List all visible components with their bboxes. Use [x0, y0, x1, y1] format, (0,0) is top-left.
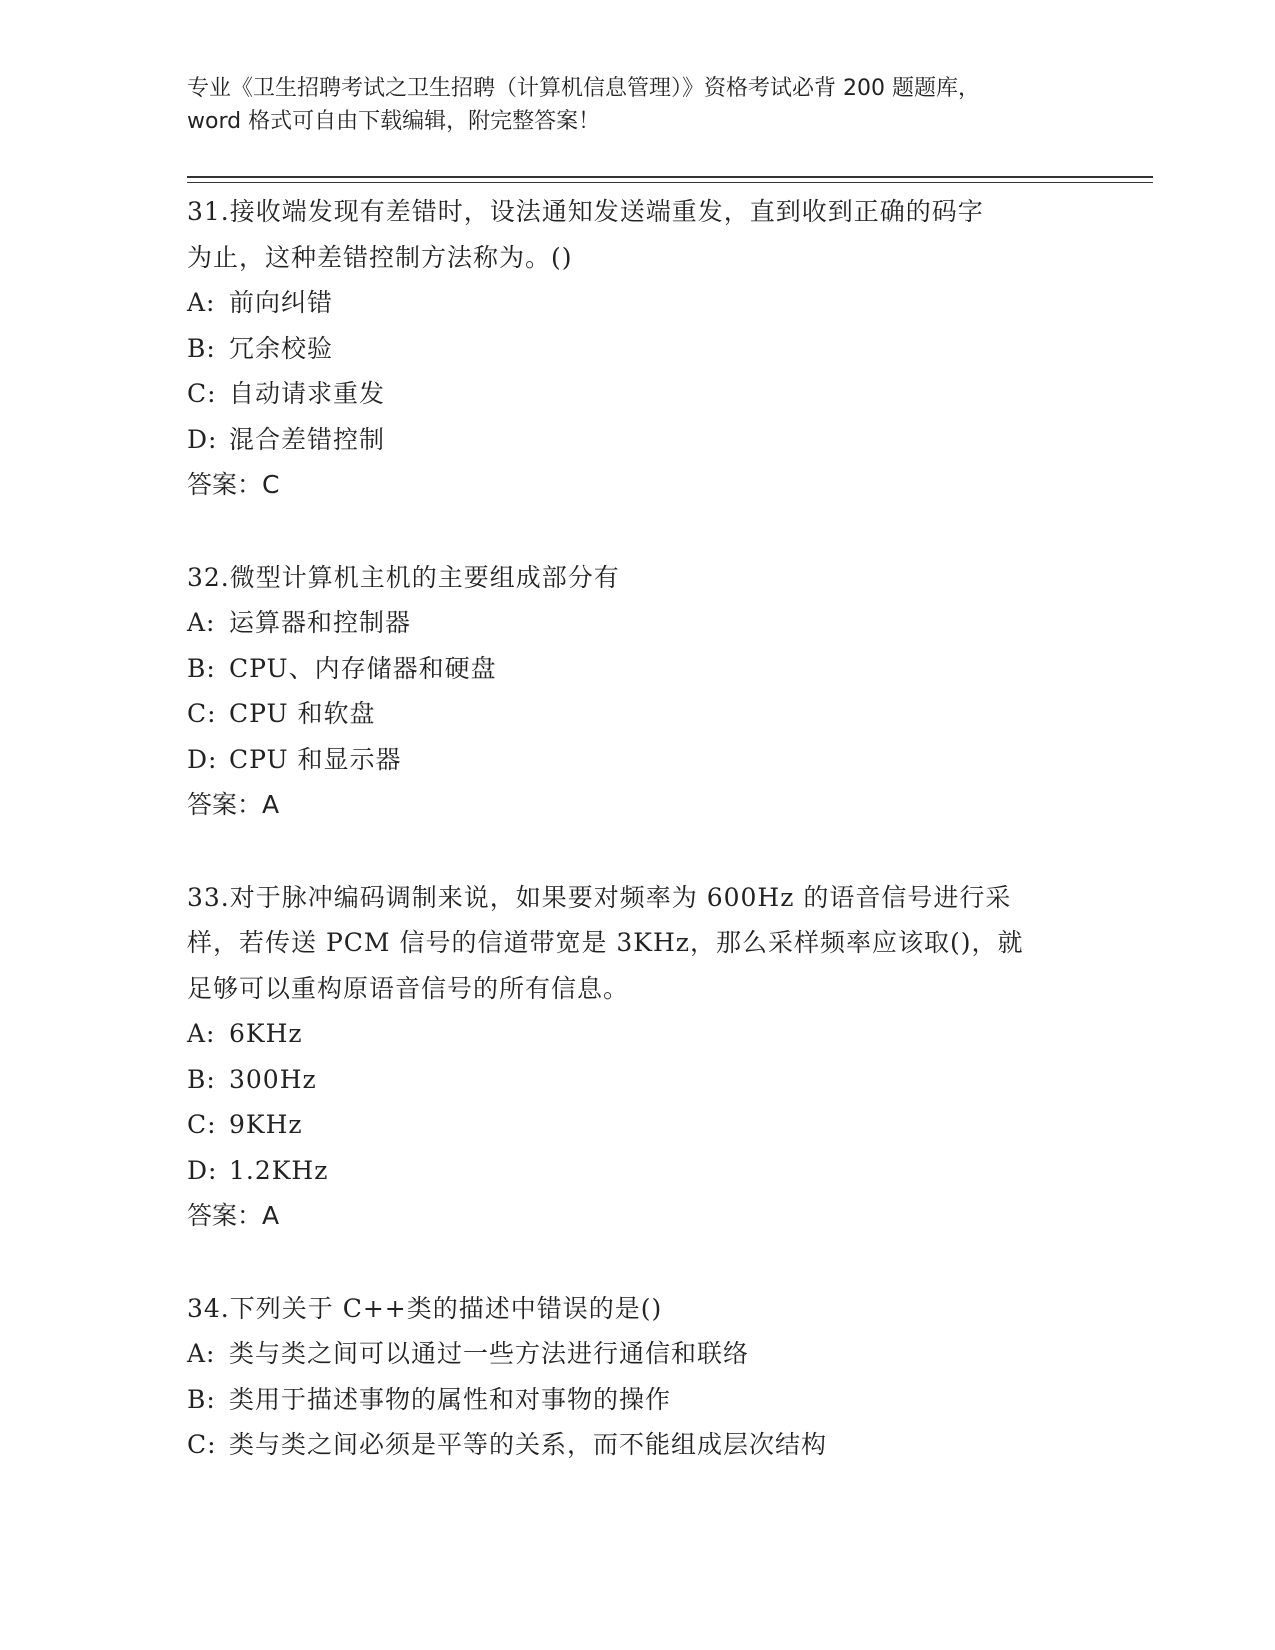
option-text: 前向纠错	[229, 288, 334, 317]
option-text: 9KHz	[229, 1110, 303, 1139]
option-c	[187, 1102, 1087, 1148]
question-stem-line: 34.下列关于 C++类的描述中错误的是()	[187, 1293, 663, 1323]
option-b	[187, 1377, 1087, 1423]
option-text: 300Hz	[229, 1064, 317, 1094]
option-b	[187, 1057, 1087, 1103]
option-text: 类与类之间可以通过一些方法进行通信和联络	[229, 1339, 750, 1368]
answer-line: 答案：A	[187, 1201, 280, 1230]
option-letter: A:	[187, 608, 216, 637]
option-letter: B:	[187, 333, 216, 363]
header-title-line-1: 专业《卫生招聘考试之卫生招聘（计算机信息管理）》资格考试必背 200 题题库，	[187, 76, 980, 101]
option-d	[187, 737, 1087, 783]
question-stem-line: 33.对于脉冲编码调制来说，如果要对频率为 600Hz 的语音信号进行采	[187, 882, 1012, 912]
option-letter: A:	[187, 1019, 216, 1048]
option-c	[187, 371, 1087, 417]
answer-line: 答案：A	[187, 790, 280, 819]
question-list	[187, 189, 1087, 1468]
option-letter: C:	[187, 1110, 217, 1139]
option-letter: D:	[187, 744, 218, 774]
question-stem-line: 足够可以重构原语音信号的所有信息。	[187, 973, 630, 1003]
option-a	[187, 1011, 1087, 1057]
option-letter: B:	[187, 1384, 216, 1414]
option-letter: C:	[187, 379, 217, 408]
option-b	[187, 326, 1087, 372]
question-stem-line: 为止，这种差错控制方法称为。()	[187, 242, 573, 272]
option-text: 类与类之间必须是平等的关系，而不能组成层次结构	[229, 1430, 828, 1459]
question-stem-line: 样，若传送 PCM 信号的信道带宽是 3KHz，那么采样频率应该取()，就	[187, 928, 1024, 957]
option-letter: B:	[187, 1064, 216, 1094]
option-text: 冗余校验	[229, 333, 334, 363]
header-title-line-2: word 格式可自由下载编辑，附完整答案！	[187, 109, 601, 134]
option-b	[187, 646, 1087, 692]
question-33	[187, 875, 1087, 1239]
question-32	[187, 555, 1087, 828]
header-divider-thick	[187, 176, 1153, 178]
option-text: CPU 和软盘	[229, 699, 376, 728]
option-text: 运算器和控制器	[229, 608, 412, 637]
option-letter: C:	[187, 1430, 217, 1459]
question-34	[187, 1286, 1087, 1468]
option-d	[187, 417, 1087, 463]
option-c	[187, 691, 1087, 737]
option-letter: D:	[187, 424, 218, 454]
option-c	[187, 1422, 1087, 1468]
header-divider-thin	[187, 182, 1153, 183]
option-a	[187, 280, 1087, 326]
option-text: CPU 和显示器	[229, 744, 402, 774]
option-letter: D:	[187, 1155, 218, 1185]
option-text: 自动请求重发	[229, 379, 386, 408]
document-header	[187, 72, 1087, 138]
option-text: CPU、内存储器和硬盘	[229, 653, 497, 683]
option-letter: A:	[187, 288, 216, 317]
option-d	[187, 1148, 1087, 1194]
option-a	[187, 600, 1087, 646]
option-a	[187, 1331, 1087, 1377]
option-letter: A:	[187, 1339, 216, 1368]
option-text: 6KHz	[229, 1019, 303, 1048]
option-letter: C:	[187, 699, 217, 728]
option-letter: B:	[187, 653, 216, 683]
question-31	[187, 189, 1087, 508]
option-text: 1.2KHz	[229, 1155, 329, 1185]
option-text: 混合差错控制	[229, 424, 386, 454]
answer-line: 答案：C	[187, 470, 280, 499]
option-text: 类用于描述事物的属性和对事物的操作	[229, 1384, 672, 1414]
question-stem-line: 31.接收端发现有差错时，设法通知发送端重发，直到收到正确的码字	[187, 197, 984, 226]
question-stem-line: 32.微型计算机主机的主要组成部分有	[187, 562, 620, 592]
